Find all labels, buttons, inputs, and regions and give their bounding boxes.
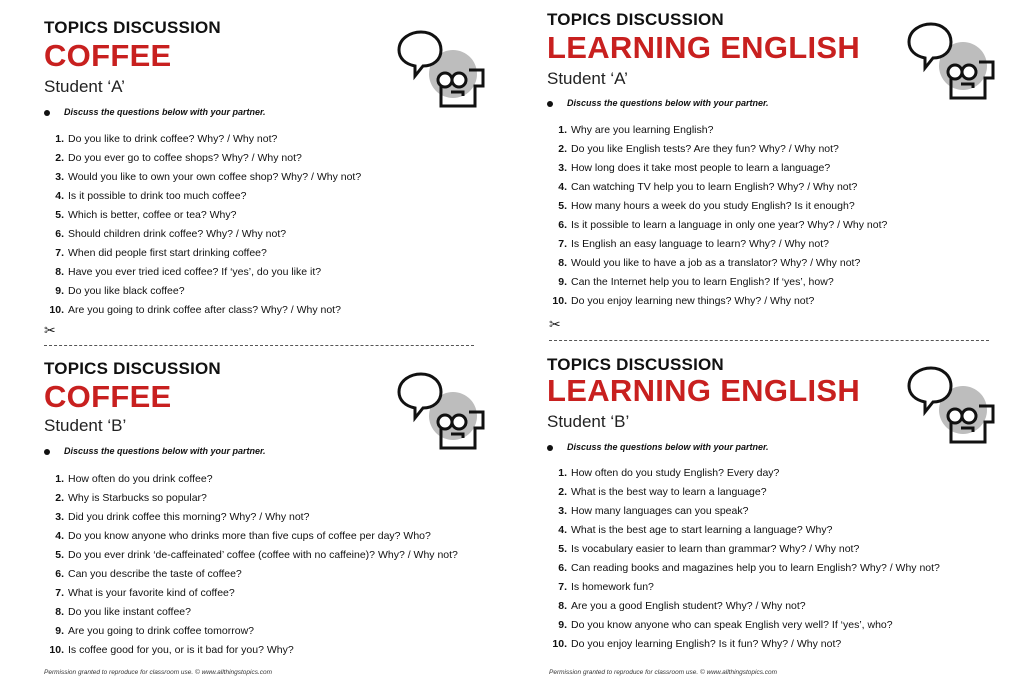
question-number: 2.: [55, 492, 64, 504]
question-text: Is homework fun?: [571, 581, 654, 593]
question-item: [547, 543, 859, 555]
page-title: COFFEE: [44, 379, 172, 414]
question-text: Would you like to own your own coffee shop? Why? / Why not?: [68, 171, 362, 183]
question-text: Is it possible to drink too much coffee?: [68, 190, 247, 202]
question-item: [547, 638, 841, 650]
question-item: [547, 562, 940, 574]
question-item: [44, 209, 236, 221]
kicker: TOPICS DISCUSSION: [547, 355, 724, 374]
question-text: Can reading books and magazines help you to learn English? Why? / Why not?: [571, 562, 940, 574]
question-number: 3.: [55, 171, 64, 183]
question-number: 9.: [55, 285, 64, 297]
bullet-icon: [547, 445, 553, 451]
question-item: [547, 486, 767, 498]
question-item: [44, 473, 213, 485]
question-item: [547, 600, 806, 612]
question-item: [44, 152, 302, 164]
question-item: [44, 285, 185, 297]
instruction-text: Discuss the questions below with your partner.: [567, 98, 769, 108]
question-number: 5.: [558, 200, 567, 212]
question-text: Do you like black coffee?: [68, 285, 185, 297]
question-text: Do you ever go to coffee shops? Why? / Why not?: [68, 152, 302, 164]
speech-bubble-face-icon: [395, 372, 485, 454]
question-number: 7.: [55, 247, 64, 259]
question-item: [547, 257, 860, 269]
instruction: [44, 107, 266, 117]
cut-line: [549, 340, 989, 341]
instruction-text: Discuss the questions below with your partner.: [64, 446, 266, 456]
kicker: TOPICS DISCUSSION: [44, 359, 221, 378]
question-text: When did people first start drinking coffee?: [68, 247, 267, 259]
question-text: Are you going to drink coffee after class? Why? / Why not?: [68, 304, 341, 316]
question-item: [44, 511, 309, 523]
question-number: 2.: [558, 143, 567, 155]
question-number: 7.: [558, 238, 567, 250]
instruction: [44, 446, 266, 456]
question-number: 5.: [558, 543, 567, 555]
question-number: 10.: [552, 295, 567, 307]
question-number: 6.: [558, 562, 567, 574]
question-item: [44, 549, 458, 561]
question-item: [44, 606, 191, 618]
question-text: Should children drink coffee? Why? / Why not?: [68, 228, 287, 240]
question-item: [547, 124, 713, 136]
speech-bubble-face-icon: [905, 22, 995, 104]
question-item: [547, 219, 887, 231]
permission-note: Permission granted to reproduce for classroom use. © www.allthingstopics.com: [44, 669, 273, 676]
question-text: Is English an easy language to learn? Why? / Why not?: [571, 238, 829, 250]
question-item: [547, 505, 748, 517]
cut-line: [44, 345, 474, 346]
question-text: Would you like to have a job as a translator? Why? / Why not?: [571, 257, 861, 269]
question-text: What is the best way to learn a language?: [571, 486, 767, 498]
instruction: [547, 98, 769, 108]
question-text: How many languages can you speak?: [571, 505, 749, 517]
question-text: Do you like English tests? Are they fun? Why? / Why not?: [571, 143, 839, 155]
question-item: [44, 190, 246, 202]
question-number: 7.: [55, 587, 64, 599]
question-text: Why is Starbucks so popular?: [68, 492, 207, 504]
page-title: COFFEE: [44, 38, 172, 73]
question-number: 4.: [558, 524, 567, 536]
question-text: Can the Internet help you to learn English? If ‘yes’, how?: [571, 276, 834, 288]
kicker: TOPICS DISCUSSION: [547, 10, 724, 29]
question-item: [547, 295, 814, 307]
question-item: [547, 276, 834, 288]
question-item: [44, 133, 277, 145]
question-item: [547, 181, 857, 193]
question-number: 6.: [558, 219, 567, 231]
question-text: What is the best age to start learning a language? Why?: [571, 524, 833, 536]
instruction-text: Discuss the questions below with your partner.: [64, 107, 266, 117]
question-item: [547, 238, 829, 250]
question-number: 6.: [55, 568, 64, 580]
question-number: 5.: [55, 209, 64, 221]
question-item: [547, 619, 893, 631]
speech-bubble-face-icon: [905, 366, 995, 448]
question-text: How often do you study English? Every day?: [571, 467, 780, 479]
question-number: 5.: [55, 549, 64, 561]
scissors-icon: ✂: [44, 322, 56, 338]
question-text: How many hours a week do you study English? Is it enough?: [571, 200, 855, 212]
permission-note: Permission granted to reproduce for classroom use. © www.allthingstopics.com: [549, 669, 778, 676]
question-number: 1.: [558, 124, 567, 136]
question-number: 9.: [558, 619, 567, 631]
question-text: Why are you learning English?: [571, 124, 714, 136]
kicker: TOPICS DISCUSSION: [44, 18, 221, 37]
scissors-icon: ✂: [549, 316, 561, 332]
question-number: 3.: [558, 505, 567, 517]
question-number: 2.: [558, 486, 567, 498]
question-item: [44, 304, 341, 316]
student-label: Student ‘B’: [547, 412, 630, 431]
question-number: 8.: [558, 257, 567, 269]
question-text: How often do you drink coffee?: [68, 473, 213, 485]
question-text: Is coffee good for you, or is it bad for you? Why?: [68, 644, 294, 656]
question-item: [44, 228, 286, 240]
question-number: 10.: [49, 644, 64, 656]
question-item: [44, 625, 254, 637]
question-text: Which is better, coffee or tea? Why?: [68, 209, 237, 221]
question-item: [547, 162, 830, 174]
question-item: [547, 524, 833, 536]
question-text: Is vocabulary easier to learn than grammar? Why? / Why not?: [571, 543, 860, 555]
question-text: Do you like to drink coffee? Why? / Why not?: [68, 133, 278, 145]
page-title: LEARNING ENGLISH: [547, 373, 861, 408]
question-number: 8.: [558, 600, 567, 612]
question-number: 4.: [55, 190, 64, 202]
question-text: Do you ever drink ‘de-caffeinated’ coffee (coffee with no caffeine)? Why? / Why not?: [68, 549, 458, 561]
question-number: 7.: [558, 581, 567, 593]
question-item: [547, 200, 855, 212]
question-item: [44, 644, 294, 656]
question-number: 8.: [55, 606, 64, 618]
question-text: What is your favorite kind of coffee?: [68, 587, 235, 599]
question-text: Do you know anyone who can speak English very well? If ‘yes’, who?: [571, 619, 893, 631]
question-item: [547, 143, 839, 155]
question-item: [44, 530, 431, 542]
question-item: [44, 171, 361, 183]
question-text: Can you describe the taste of coffee?: [68, 568, 242, 580]
question-number: 4.: [558, 181, 567, 193]
question-number: 1.: [55, 473, 64, 485]
question-item: [44, 247, 267, 259]
bullet-icon: [44, 110, 50, 116]
question-number: 10.: [49, 304, 64, 316]
page-title: LEARNING ENGLISH: [547, 30, 861, 65]
question-number: 10.: [552, 638, 567, 650]
question-number: 6.: [55, 228, 64, 240]
question-item: [44, 492, 207, 504]
question-item: [44, 266, 321, 278]
bullet-icon: [44, 449, 50, 455]
question-number: 4.: [55, 530, 64, 542]
speech-bubble-face-icon: [395, 30, 485, 112]
question-number: 9.: [558, 276, 567, 288]
student-label: Student ‘A’: [44, 77, 125, 96]
question-number: 8.: [55, 266, 64, 278]
question-item: [547, 467, 779, 479]
question-number: 3.: [55, 511, 64, 523]
question-text: Are you going to drink coffee tomorrow?: [68, 625, 254, 637]
question-number: 3.: [558, 162, 567, 174]
question-number: 2.: [55, 152, 64, 164]
question-number: 1.: [55, 133, 64, 145]
bullet-icon: [547, 101, 553, 107]
question-text: Do you enjoy learning English? Is it fun? Why? / Why not?: [571, 638, 842, 650]
question-text: Can watching TV help you to learn English? Why? / Why not?: [571, 181, 858, 193]
question-number: 1.: [558, 467, 567, 479]
question-text: Are you a good English student? Why? / Why not?: [571, 600, 806, 612]
question-item: [44, 587, 235, 599]
question-number: 9.: [55, 625, 64, 637]
question-item: [547, 581, 654, 593]
student-label: Student ‘A’: [547, 69, 628, 88]
question-text: Do you like instant coffee?: [68, 606, 191, 618]
question-item: [44, 568, 242, 580]
question-text: How long does it take most people to learn a language?: [571, 162, 831, 174]
question-text: Have you ever tried iced coffee? If ‘yes’, do you like it?: [68, 266, 322, 278]
instruction: [547, 442, 769, 452]
question-text: Do you know anyone who drinks more than five cups of coffee per day? Who?: [68, 530, 431, 542]
instruction-text: Discuss the questions below with your partner.: [567, 442, 769, 452]
question-text: Do you enjoy learning new things? Why? / Why not?: [571, 295, 815, 307]
question-text: Did you drink coffee this morning? Why? / Why not?: [68, 511, 310, 523]
student-label: Student ‘B’: [44, 416, 127, 435]
question-text: Is it possible to learn a language in only one year? Why? / Why not?: [571, 219, 888, 231]
